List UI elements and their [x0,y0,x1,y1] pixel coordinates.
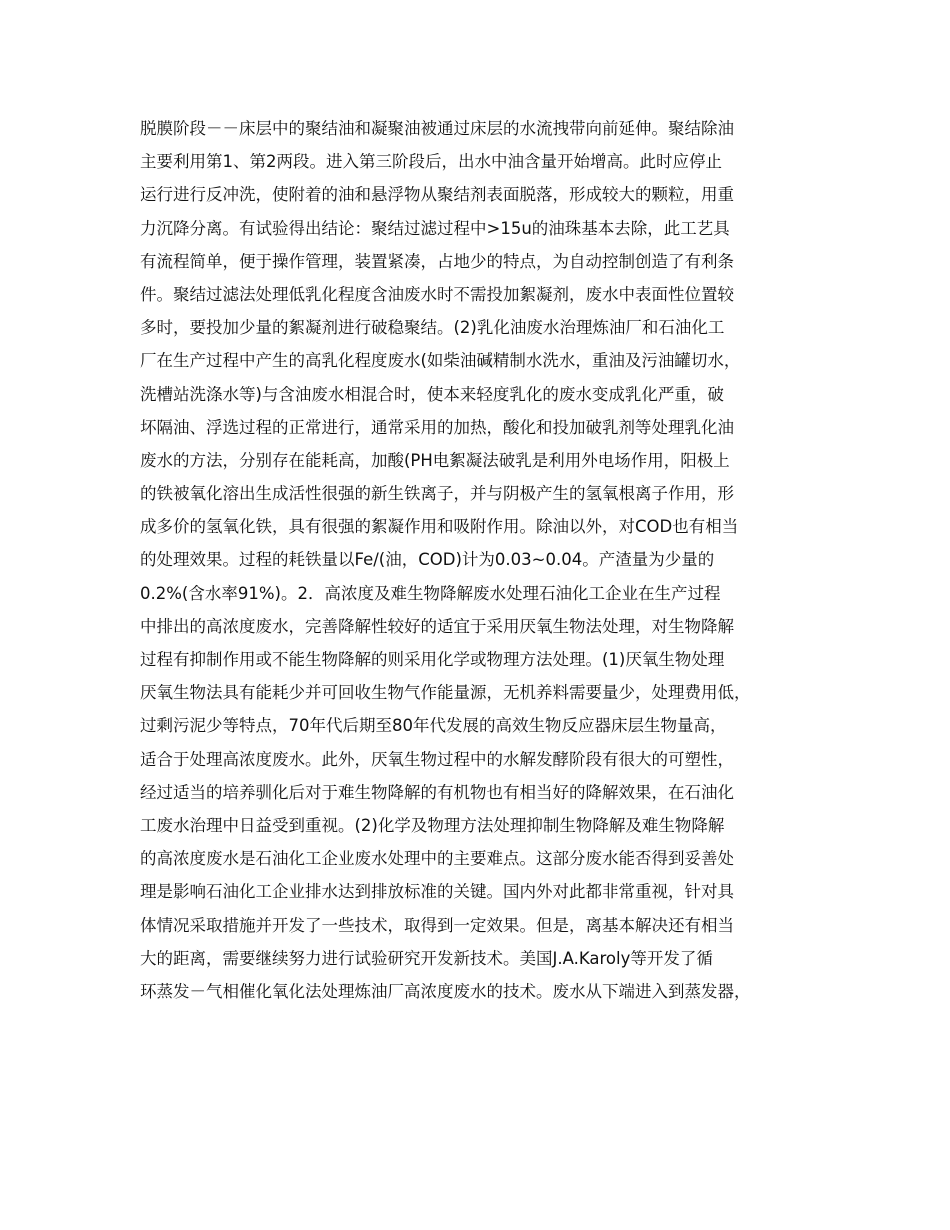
body-text [140,112,812,1008]
text-line: 主要利用第1、第2两段。进入第三阶段后，出水中油含量开始增高。此时应停止 [140,152,722,172]
text-line: 坏隔油、浮选过程的正常进行，通常采用的加热，酸化和投加破乳剂等处理乳化油 [140,417,734,437]
text-line: 体情况采取措施并开发了一些技术，取得到一定效果。但是，离基本解决还有相当 [140,915,734,935]
text-line: 的处理效果。过程的耗铁量以Fe/(油，COD)计为0.03~0.04。产渣量为少量的 [140,550,715,570]
text-line: 废水的方法，分别存在能耗高，加酸(PH电絮凝法破乳是利用外电场作用，阳极上 [140,450,730,470]
text-line: 0.2%(含水率91%)。2．高浓度及难生物降解废水处理石油化工企业在生产过程 [140,583,721,603]
text-line: 适合于处理高浓度废水。此外，厌氧生物过程中的水解发酵阶段有很大的可塑性， [140,749,734,769]
text-line: 环蒸发－气相催化氧化法处理炼油厂高浓度废水的技术。废水从下端进入到蒸发器， [140,981,751,1001]
text-line: 脱膜阶段－－床层中的聚结油和凝聚油被通过床层的水流拽带向前延伸。聚结除油 [140,119,734,138]
text-line: 的高浓度废水是石油化工企业废水处理中的主要难点。这部分废水能否得到妥善处 [140,849,734,869]
text-line: 件。聚结过滤法处理低乳化程度含油废水时不需投加絮凝剂，废水中表面性位置较 [140,284,734,304]
text-line: 过程有抑制作用或不能生物降解的则采用化学或物理方法处理。(1)厌氧生物处理 [140,650,725,669]
text-line: 理是影响石油化工企业排水达到排放标准的关键。国内外对此都非常重视，针对具 [140,882,734,902]
text-line: 有流程简单，便于操作管理，装置紧凑，占地少的特点，为自动控制创造了有利条 [140,251,734,271]
text-line: 厂在生产过程中产生的高乳化程度废水(如柴油碱精制水洗水，重油及污油罐切水， [140,351,741,371]
text-line: 力沉降分离。有试验得出结论：聚结过滤过程中>15u的油珠基本去除，此工艺具 [140,218,730,238]
text-line: 多时，要投加少量的絮凝剂进行破稳聚结。(2)乳化油废水治理炼油厂和石油化工 [140,318,725,338]
text-line: 中排出的高浓度废水，完善降解性较好的适宜于采用厌氧生物法处理，对生物降解 [140,616,734,636]
text-line: 成多价的氢氧化铁，具有很强的絮凝作用和吸附作用。除油以外，对COD也有相当 [140,517,739,537]
text-line: 的铁被氧化溶出生成活性很强的新生铁离子，并与阴极产生的氢氧根离子作用，形 [140,484,734,504]
text-line: 厌氧生物法具有能耗少并可回收生物气作能量源，无机养料需要量少，处理费用低， [140,683,751,703]
text-line: 工废水治理中日益受到重视。(2)化学及物理方法处理抑制生物降解及难生物降解 [140,815,725,835]
text-line: 大的距离，需要继续努力进行试验研究开发新技术。美国J.A.Karoly等开发了循 [140,948,713,968]
text-line: 运行进行反冲洗，使附着的油和悬浮物从聚结剂表面脱落，形成较大的颗粒，用重 [140,185,734,205]
text-line: 过剩污泥少等特点，70年代后期至80年代发展的高效生物反应器床层生物量高， [140,716,727,736]
text-line: 洗槽站洗涤水等)与含油废水相混合时，使本来轻度乳化的废水变成乳化严重，破 [140,384,724,404]
text-line: 经过适当的培养驯化后对于难生物降解的有机物也有相当好的降解效果，在石油化 [140,782,734,802]
